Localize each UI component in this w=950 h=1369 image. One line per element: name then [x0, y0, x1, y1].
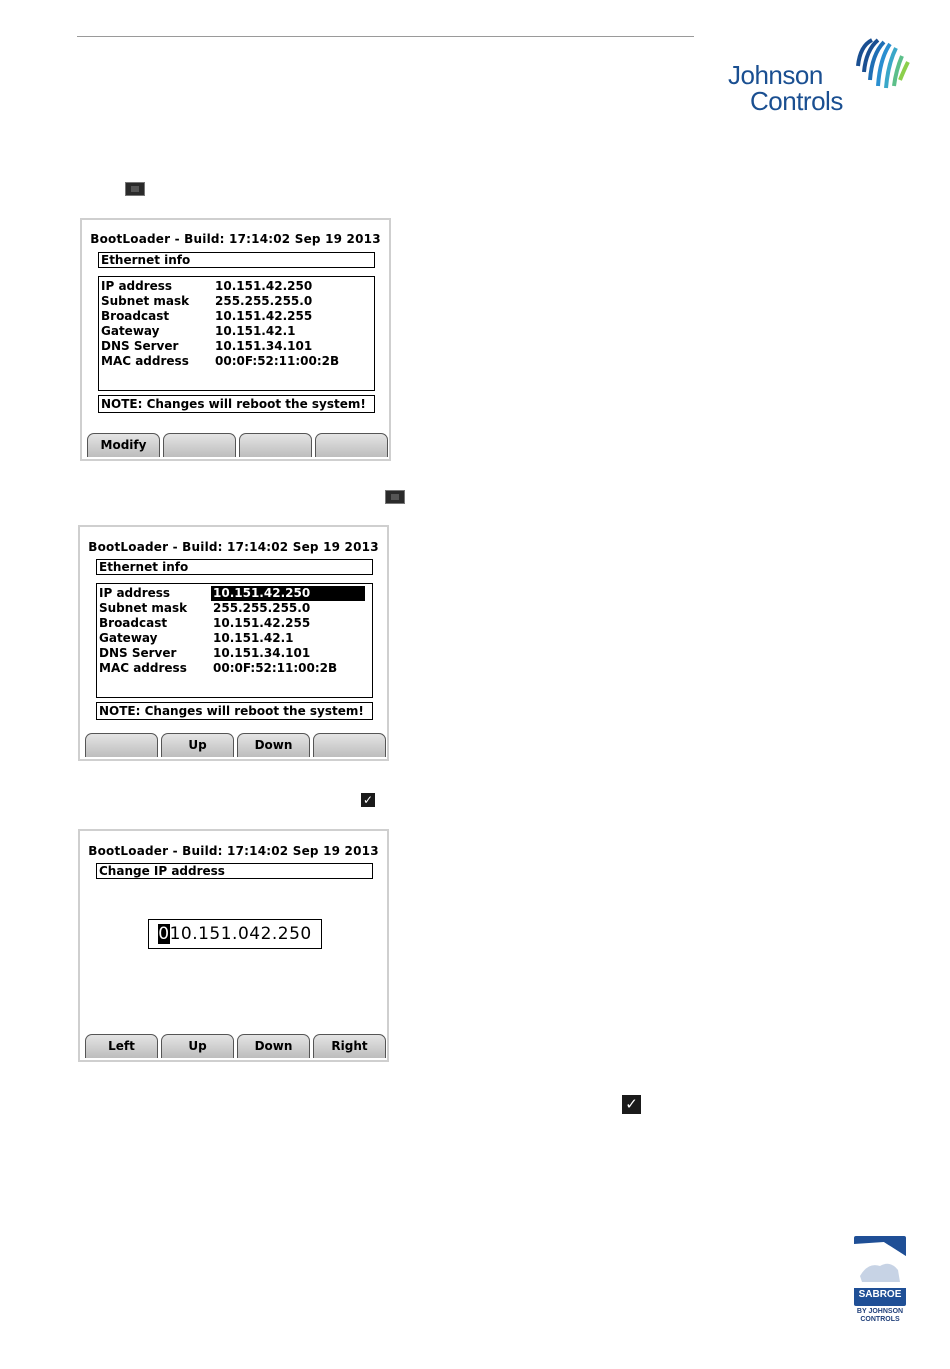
up-button[interactable]: Up	[161, 733, 234, 757]
down-button[interactable]: Down	[237, 1034, 310, 1058]
ip-value: 10.151.042.250	[169, 924, 312, 944]
info-row[interactable]: Gateway 10.151.42.1	[99, 631, 294, 645]
sabroe-wordmark: SABROE	[858, 1289, 902, 1300]
right-button[interactable]: Right	[313, 1034, 386, 1058]
softkey-bar	[83, 1034, 384, 1058]
info-row: Broadcast 10.151.42.255	[101, 309, 313, 323]
sabroe-logo	[852, 1236, 908, 1324]
logo-line-2: Controls	[750, 86, 843, 116]
up-button[interactable]: Up	[161, 1034, 234, 1058]
section-header: Change IP address	[96, 863, 373, 879]
section-header: Ethernet info	[98, 252, 375, 268]
ip-address-editor[interactable]	[148, 919, 322, 949]
info-row: DNS Server 10.151.34.101	[101, 339, 313, 353]
modify-button[interactable]: Modify	[87, 433, 160, 457]
screen-title: BootLoader - Build: 17:14:02 Sep 19 2013	[88, 540, 379, 554]
logo-wordmark	[728, 62, 843, 114]
section-header: Ethernet info	[96, 559, 373, 575]
sabroe-byline: BY JOHNSON CONTROLS	[856, 1308, 904, 1323]
menu-key-icon	[385, 490, 405, 504]
info-row: Gateway 10.151.42.1	[101, 324, 296, 338]
bootloader-screen-ethernet-info	[80, 218, 391, 461]
softkey-2[interactable]	[163, 433, 236, 457]
johnson-controls-logo	[728, 36, 918, 126]
sabroe-badge	[854, 1236, 906, 1306]
info-row[interactable]: MAC address 00:0F:52:11:00:2B	[99, 661, 338, 675]
left-button[interactable]: Left	[85, 1034, 158, 1058]
info-row-selected[interactable]: IP address 10.151.42.250	[99, 586, 370, 601]
logo-mark-icon	[850, 36, 912, 98]
info-row: MAC address 00:0F:52:11:00:2B	[101, 354, 340, 368]
softkey-bar	[85, 433, 386, 457]
logo-line-1: Johnson	[728, 60, 823, 90]
header-rule	[77, 36, 694, 37]
enter-check-icon: ✓	[362, 793, 374, 807]
info-row[interactable]: Broadcast 10.151.42.255	[99, 616, 311, 630]
screen-title: BootLoader - Build: 17:14:02 Sep 19 2013	[90, 232, 381, 246]
ethernet-info-table	[96, 583, 373, 698]
screen-title: BootLoader - Build: 17:14:02 Sep 19 2013	[88, 844, 379, 858]
softkey-4[interactable]	[315, 433, 388, 457]
menu-key-icon	[125, 182, 145, 196]
down-button[interactable]: Down	[237, 733, 310, 757]
info-row[interactable]: DNS Server 10.151.34.101	[99, 646, 311, 660]
softkey-1[interactable]	[85, 733, 158, 757]
softkey-3[interactable]	[239, 433, 312, 457]
bootloader-screen-change-ip	[78, 829, 389, 1062]
reboot-note: NOTE: Changes will reboot the system!	[98, 395, 375, 413]
enter-check-icon: ✓	[622, 1095, 641, 1114]
info-row: IP address 10.151.42.250	[101, 279, 313, 293]
softkey-4[interactable]	[313, 733, 386, 757]
softkey-bar	[83, 733, 384, 757]
info-row: Subnet mask 255.255.255.0	[101, 294, 313, 308]
bootloader-screen-select-field	[78, 525, 389, 761]
info-row[interactable]: Subnet mask 255.255.255.0	[99, 601, 311, 615]
ethernet-info-table	[98, 276, 375, 391]
reboot-note: NOTE: Changes will reboot the system!	[96, 702, 373, 720]
edit-cursor: 0	[158, 924, 170, 944]
